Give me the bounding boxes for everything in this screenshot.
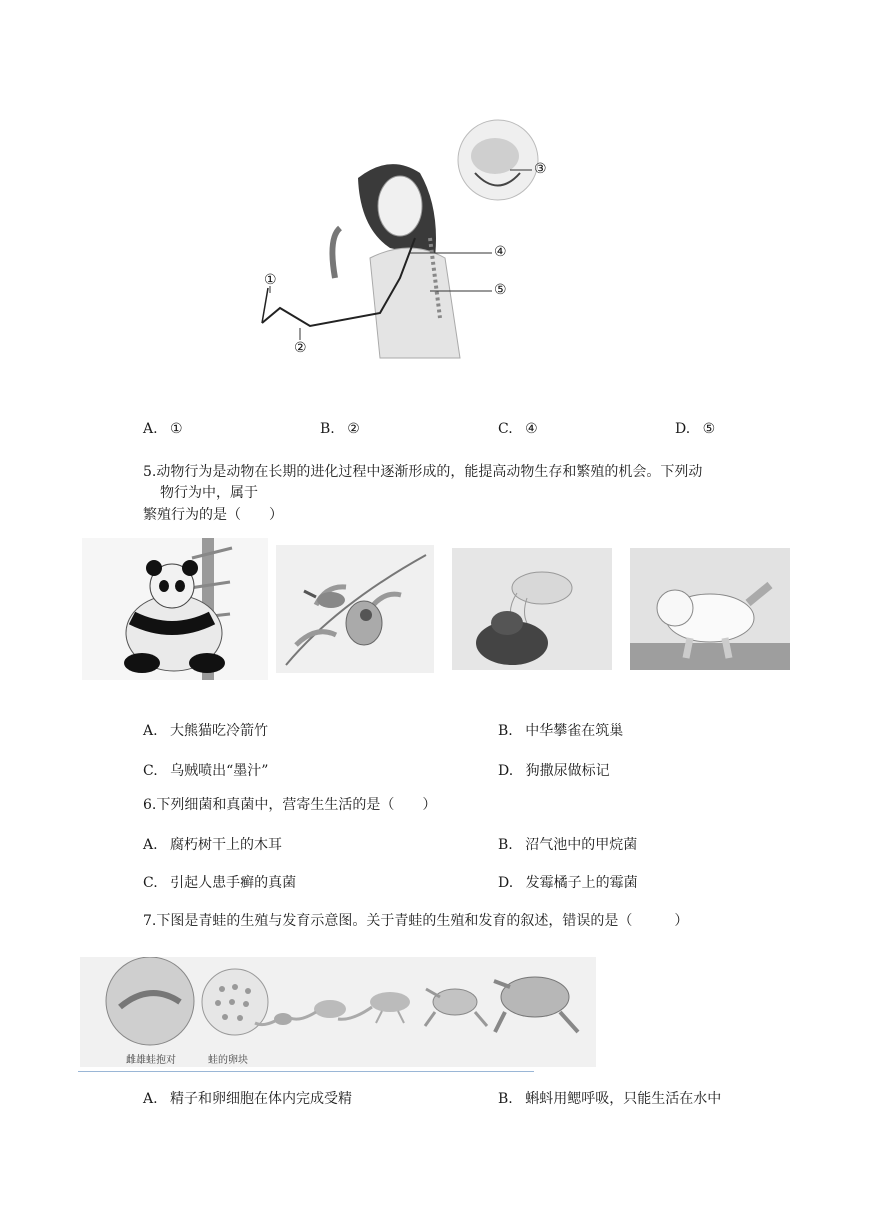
option-text: ① [170,421,183,437]
option-text: ④ [525,421,538,437]
option-letter: A. [143,723,158,739]
option-letter: D. [498,875,514,891]
q5-option-c [143,760,268,780]
option-text: 发霉橘子上的霉菌 [525,875,638,891]
q5-option-b [498,720,623,740]
option-text: 蝌蚪用鳃呼吸，只能生活在水中 [525,1091,722,1107]
option-text: 狗撒尿做标记 [525,763,610,779]
q5-stem-line1: 5.动物行为是动物在长期的进化过程中逐渐形成的，能提高动物生存和繁殖的机会。下列动 [143,464,703,480]
q7-stem: 7.下图是青蛙的生殖与发育示意图。关于青蛙的生殖和发育的叙述，错误的是（ ） [143,913,689,929]
option-letter: A. [143,837,158,853]
option-letter: A. [143,421,158,437]
q5-option-a [143,720,268,740]
q4-option-d [675,421,715,437]
q5-stem-line3: 繁殖行为的是（ ） [143,507,283,523]
option-text: 沼气池中的甲烷菌 [525,837,638,853]
marker-3: ③ [534,161,547,177]
q6-option-b [498,834,637,854]
q5-stem-line2: 物行为中，属于 [160,485,258,501]
squid-ink-photo [452,548,612,670]
q6-option-c [143,872,296,892]
option-text: ⑤ [702,421,716,437]
option-letter: B. [498,723,513,739]
option-letter: B. [498,837,513,853]
q6-stem: 6.下列细菌和真菌中，营寄生生活的是（ ） [143,797,437,813]
option-letter: C. [143,763,158,779]
reflex-arc-figure [240,118,560,368]
option-letter: B. [320,421,335,437]
option-text: 精子和卵细胞在体内完成受精 [170,1091,353,1107]
option-text: 中华攀雀在筑巢 [525,723,624,739]
divider-line [78,1071,534,1072]
marker-2: ② [294,340,307,356]
option-letter: A. [143,1091,158,1107]
marker-1: ① [264,272,277,288]
option-text: 乌贼喷出“墨汁” [170,763,269,779]
q5-option-d [498,760,610,780]
option-text: 大熊猫吃冷箭竹 [170,723,269,739]
q7-option-b [498,1088,721,1108]
marker-4: ④ [494,244,507,260]
q4-option-a [143,421,183,437]
dog-marking-photo [630,548,790,670]
frog-caption-mating: 雌雄蛙抱对 [126,1055,176,1066]
option-letter: C. [143,875,158,891]
q6-option-d [498,872,638,892]
q4-option-c [498,421,538,437]
q4-option-b [320,421,360,437]
frog-caption-eggs: 蛙的卵块 [208,1055,248,1066]
option-letter: C. [498,421,513,437]
q6-option-a [143,834,282,854]
option-letter: D. [498,763,514,779]
q7-option-a [143,1088,352,1108]
option-letter: D. [675,421,691,437]
bird-nest-photo [276,545,434,673]
option-letter: B. [498,1091,513,1107]
frog-lifecycle-figure [80,957,596,1067]
marker-5: ⑤ [494,282,507,298]
option-text: 引起人患手癣的真菌 [170,875,297,891]
option-text: ② [347,421,360,437]
option-text: 腐朽树干上的木耳 [170,837,283,853]
panda-photo [82,538,268,680]
